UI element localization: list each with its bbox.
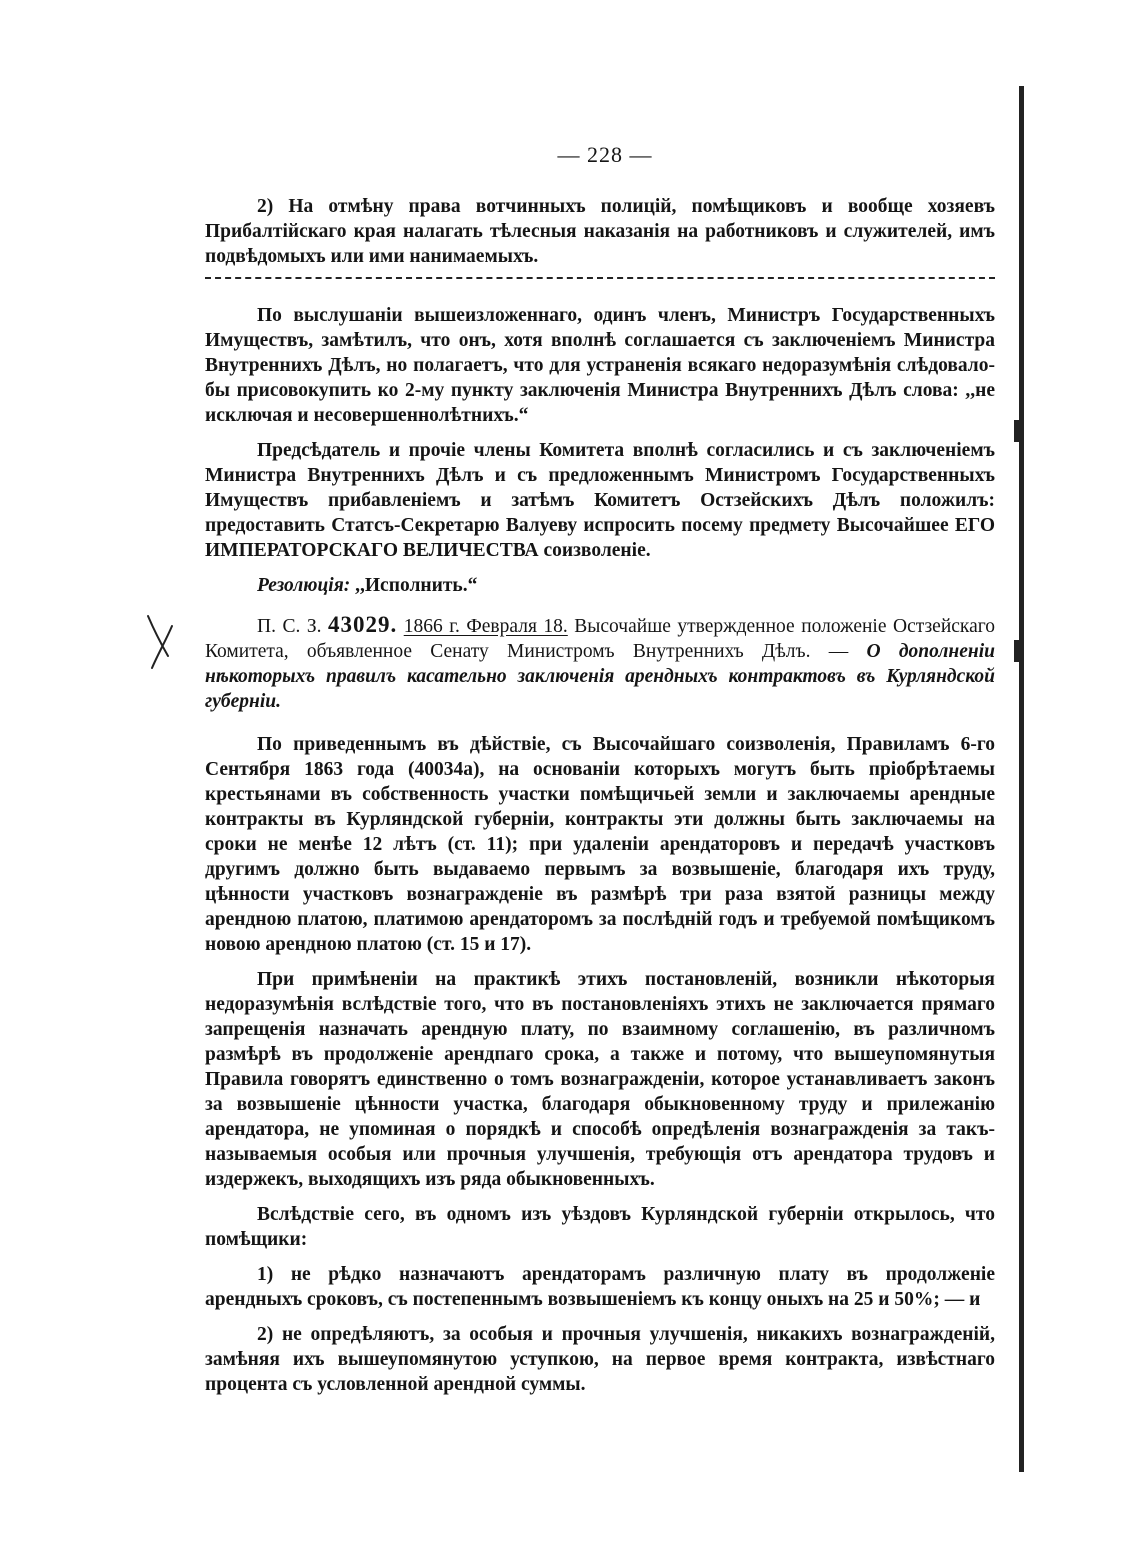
law-subject: О дополненіи нѣкоторыхъ правилъ касательно заключенія арендныхъ контрактовъ въ Курляндской губерніи. <box>205 641 995 712</box>
law-date: 1866 г. Февраля 18. <box>403 616 568 637</box>
handwritten-mark-text: X <box>138 612 139 613</box>
law-heading <box>205 612 995 714</box>
resolution-label: Резолюція: <box>257 575 351 596</box>
resolution-line <box>205 573 995 598</box>
handwritten-x-mark <box>138 612 184 672</box>
scan-edge-tick <box>1014 420 1020 442</box>
body-paragraph-1: По приведеннымъ въ дѣйствіе, съ Высочайшаго соизволенія, Правиламъ 6-го Сентября 1863 года (40034а), на основаніи которыхъ могутъ быть пріобрѣтаемы крестьянами въ собственность участки помѣщичьей земли и заключаемы арендные контракты въ Курляндской губерніи, контракты эти должны быть заключаемы на сроки не менѣе 12 лѣтъ (ст. 11); при удаленіи арендаторовъ и передачѣ участковъ другимъ должно быть выдаваемо первымъ за возвышеніе, благодаря ихъ труду, цѣнности участковъ вознагражденіе въ размѣрѣ три раза взятой разницы между арендною платою, платимою арендаторомъ за послѣдній годъ и требуемой помѣщикомъ новою арендною платою (ст. 15 и 17). <box>205 734 995 955</box>
body-paragraph-4: 1) не рѣдко назначаютъ арендаторамъ различную плату въ продолженіе арендныхъ сроковъ, съ постепеннымъ возвышеніемъ къ концу оныхъ на 25 и 50%; — и <box>205 1264 995 1310</box>
law-section <box>205 612 995 1397</box>
scan-edge-bar <box>1019 86 1024 1472</box>
law-title: Высочайше утвержденное положеніе Остзейскаго Комитета, объявленное Сенату Министромъ Внутреннихъ Дѣлъ. — <box>205 616 996 662</box>
law-prefix: П. С. З. <box>257 616 322 637</box>
page-number: — 228 — <box>557 142 653 167</box>
body-paragraph-3: Вслѣдствіе сего, въ одномъ изъ уѣздовъ Курляндской губерніи открылось, что помѣщики: <box>205 1204 995 1250</box>
discussion-section <box>205 303 995 598</box>
scan-edge-tick <box>1014 640 1020 662</box>
item-2-section <box>205 194 995 269</box>
law-number: 43029. <box>327 612 398 637</box>
resolution-text: ,,Исполнить.“ <box>355 575 478 596</box>
discussion-paragraph-1: По выслушаніи вышеизложеннаго, одинъ членъ, Министръ Государственныхъ Имуществъ, замѣтилъ, что онъ, хотя вполнѣ соглашается съ заключеніемъ Министра Внутреннихъ Дѣлъ, но полагаетъ, что для устраненія всякаго недоразумѣнія слѣдовало-бы присовокупить ко 2-му пункту заключенія Министра Внутреннихъ Дѣлъ слова: ,,не исключая и несовершеннолѣтнихъ.“ <box>205 305 995 426</box>
discussion-paragraph-2: Предсѣдатель и прочіе члены Комитета вполнѣ согласились и съ заключеніемъ Министра Внутреннихъ Дѣлъ и съ предложеннымъ Министромъ Государственныхъ Имуществъ прибавленіемъ и затѣмъ Комитетъ Остзейскихъ Дѣлъ положилъ: предоставить Статсъ-Секретарю Валуеву испросить посему предмету Высочайшее ЕГО ИМПЕРАТОРСКАГО ВЕЛИЧЕСТВА соизволеніе. <box>205 440 995 561</box>
item-2-paragraph: 2) На отмѣну права вотчинныхъ полицій, помѣщиковъ и вообще хозяевъ Прибалтійскаго края налагать тѣлесныя наказанія на работниковъ и служителей, имъ подвѣдомыхъ или ими нанимаемыхъ. <box>205 196 995 267</box>
body-paragraph-2: При примѣненіи на практикѣ этихъ постановленій, возникли нѣкоторыя недоразумѣнія вслѣдствіе того, что въ постановленіяхъ этихъ не заключается прямаго запрещенія назначать арендную плату, по взаимному соглашенію, въ различномъ размѣрѣ въ продолженіе арендпаго срока, а также и потому, что вышеупомянутыя Правила говорятъ единственно о томъ вознагражденіи, которое устанавливаетъ законъ за возвышеніе цѣнности участка, благодаря обыкновенному труду и прилежанію арендатора, не упоминая о порядкѣ и способѣ опредѣленія вознагражденія за такъ-называемыя особыя или прочныя улучшенія, требующія отъ арендатора трудовъ и издержекъ, выходящихъ изъ ряда обыкновенныхъ. <box>205 969 995 1190</box>
section-divider <box>205 277 995 279</box>
body-paragraph-5: 2) не опредѣляютъ, за особыя и прочныя улучшенія, никакихъ вознагражденій, замѣняя ихъ вышеупомянутою уступкою, на первое время контракта, извѣстнаго процента съ условленной арендной суммы. <box>205 1324 995 1395</box>
